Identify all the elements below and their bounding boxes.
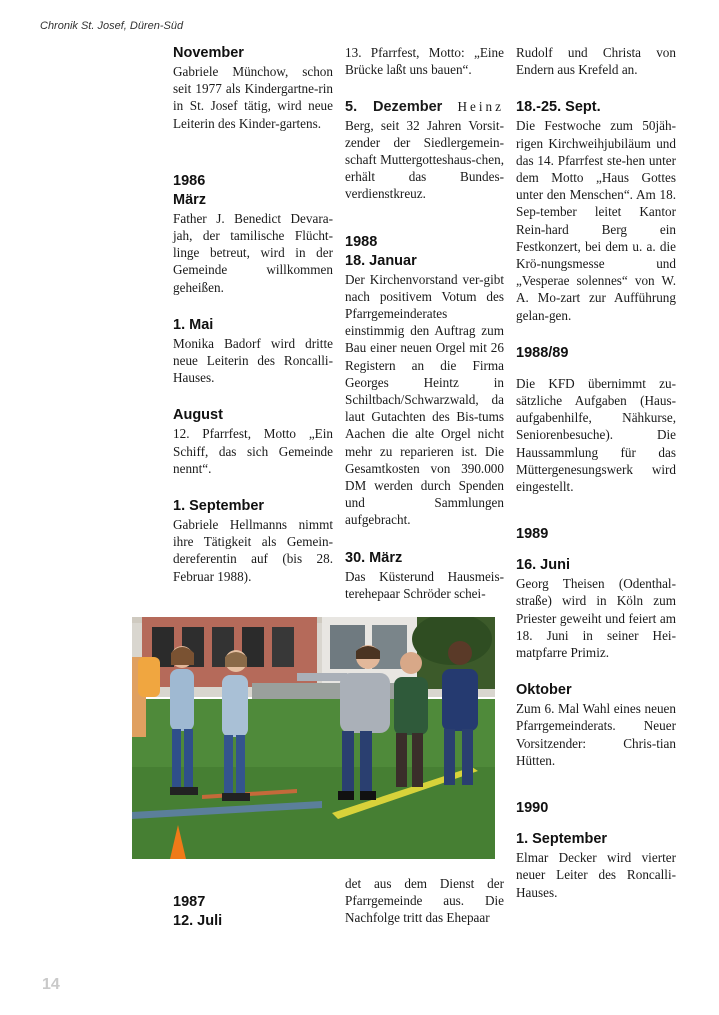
column-1-bottom (173, 893, 333, 931)
year-1990: 1990 (516, 800, 549, 817)
heading-mai: 1. Mai (173, 316, 214, 333)
text-august: 12. Pfarrfest, Motto „Ein Schiff, das sich Gemeinde nennt“. (173, 426, 333, 476)
text-juni-1989: Georg Theisen (Odenthal-straße) wird in Köln zum Priester geweiht und feiert am 18. Juni in seiner Hei-matpfarre Primiz. (516, 576, 676, 661)
heading-oktober: Oktober (516, 682, 572, 699)
text-oktober: Zum 6. Mal Wahl eines neuen Pfarrgemeinderats. Neuer Vorsitzender: Chris-tian Hütten. (516, 701, 676, 768)
heading-maerz-1988: 30. März (345, 549, 403, 566)
year-1988: 1988 (345, 233, 378, 250)
text-dezember-lead: Heinz (457, 99, 504, 115)
heading-1988-89: 1988/89 (516, 344, 569, 361)
heading-november: November (173, 45, 244, 61)
heading-september-1986: 1. September (173, 498, 265, 515)
page-number: 14 (42, 976, 60, 993)
heading-maerz-1986: März (173, 191, 207, 208)
year-1987: 1987 (173, 894, 206, 910)
text-festwoche: Die Festwoche zum 50jäh-rigen Kirchweihjubiläum und das 14. Pfarrfest ste-hen unter dem Motto „Haus Gottes unter den Menschen“. Am 18. Sep-tember leitet Kantor Rein-hard Berg ein Festkonzert, bei dem u. a. die Krö-nungsmesse und „Vesperae solennes“ von W. A. Mo-zart zur Aufführung gelan-gen. (516, 118, 676, 323)
photo-illustration (132, 617, 495, 859)
year-1986: 1986 (173, 172, 206, 189)
heading-september-1990: 1. September (516, 831, 608, 848)
text-september-1986: Gabriele Hellmanns nimmt ihre Tätigkeit als Gemein-dereferentin auf (bis 28. Februar 1988). (173, 517, 333, 584)
heading-august: August (173, 407, 223, 424)
text-dezember-body: Berg, seit 32 Jahren Vorsit-zender der Siedlergemein-schaft Muttergotteshaus-chen, erhält das Bundes-verdienstkreuz. (345, 117, 504, 202)
text-mai: Monika Badorf wird dritte neue Leiterin des Roncalli-Hauses. (173, 335, 333, 386)
running-header: Chronik St. Josef, Düren-Süd (40, 20, 184, 32)
heading-juli-1987: 12. Juli (173, 913, 223, 929)
text-maerz-1988: Das Küsterund Hausmeis-terehepaar Schröder schei- (345, 568, 504, 601)
column-2-bottom (345, 875, 504, 927)
text-januar-1988: Der Kirchenvorstand ver-gibt nach positivem Votum des Pfarrgemeinderates einstimmig den Auftrag zum Bau einer neuen Orgel mit 26 Registern an die Firma Georges Heintz in Schiltbach/Schwarzwald, da laut Gutachten des Bis-tums Aachen die alte Orgel nicht mehr zu reparieren ist. Die Gesamtkosten von 390.000 DM werden durch Spenden und Sammlungen aufgebracht. (345, 271, 504, 528)
column-2 (345, 44, 504, 602)
heading-januar-1988: 18. Januar (345, 252, 417, 269)
text-continued: det aus dem Dienst der Pfarrgemeinde aus. Die Nachfolge tritt das Ehepaar (345, 876, 504, 926)
text-pfarrfest-13: 13. Pfarrfest, Motto: „Eine Brücke laßt uns bauen“. (345, 45, 504, 78)
photo-children-balance-game (132, 617, 495, 859)
text-september-1990: Elmar Decker wird vierter neuer Leiter des Roncalli-Hauses. (516, 850, 676, 900)
text-november: Gabriele Münchow, schon seit 1977 als Kindergartne-rin in St. Josef tätig, wird neue Leiterin des Kinder-gartens. (173, 64, 333, 131)
column-1 (173, 44, 333, 585)
heading-festwoche: 18.-25. Sept. (516, 99, 601, 116)
text-maerz-1986: Father J. Benedict Devara-jah, der tamilische Flücht-linge betreut, wird in der Gemeinde willkommen geheißen. (173, 210, 333, 295)
heading-dezember: 5. Dezember (345, 99, 443, 116)
text-endern: Rudolf und Christa von Endern aus Krefeld an. (516, 45, 676, 78)
text-dezember (345, 98, 504, 202)
heading-juni-1989: 16. Juni (516, 557, 570, 574)
column-3 (516, 44, 676, 901)
year-1989: 1989 (516, 526, 549, 543)
text-1988-89: Die KFD übernimmt zu-sätzliche Aufgaben (Haus-aufgabenhilfe, Nähkurse, Seniorenbesuche). Die Haussammlung für das Müttergenesungswerk wird eingestellt. (516, 375, 676, 495)
